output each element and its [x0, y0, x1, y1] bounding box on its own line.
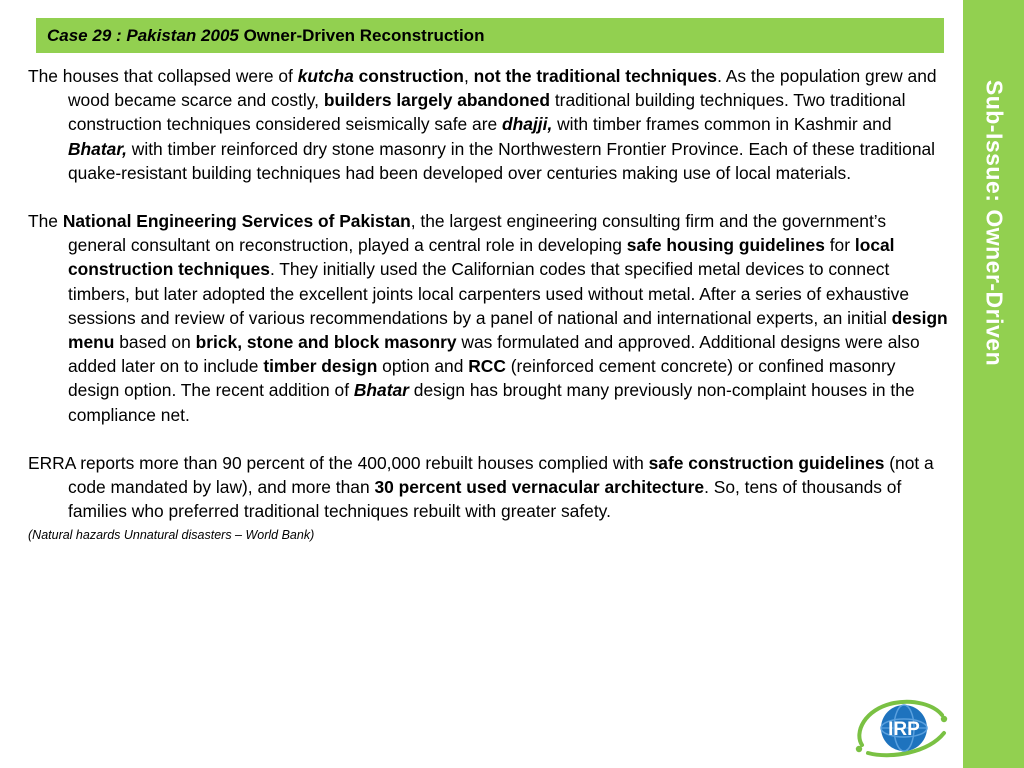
body-text: ERRA reports more than 90 percent of the 400,000 rebuilt houses complied with	[28, 452, 649, 473]
emphasis-text: local construction techniques	[68, 235, 895, 280]
body-text: was formulated and approved. Additional designs were also added later on to include	[68, 332, 920, 377]
body-text: (not a code mandated by law), and more than	[68, 452, 934, 498]
logo-text: IRP	[888, 719, 920, 740]
irp-globe-logo-icon	[850, 695, 954, 759]
emphasis-text: builders largely abandoned	[323, 90, 550, 111]
body-text: traditional building techniques. Two traditional construction techniques considered seismically safe are	[68, 90, 906, 135]
emphasis-text: brick, stone and block masonry	[195, 332, 457, 353]
body-text: . As the population grew and wood became scarce and costly,	[68, 66, 937, 111]
body-text: The	[28, 211, 63, 232]
body-text: with timber frames common in Kashmir and	[552, 114, 892, 135]
body-text: The houses that collapsed were of	[28, 66, 298, 86]
paragraph-erra-reports	[28, 451, 948, 524]
body-text: . So, tens of thousands of families who preferred traditional techniques rebuilt with greater safety.	[68, 477, 902, 522]
emphasis-text: dhajji,	[502, 114, 553, 135]
slide-title-banner	[36, 18, 944, 53]
emphasis-text: National Engineering Services of Pakistan	[62, 211, 411, 232]
body-text: with timber reinforced dry stone masonry in the Northwestern Frontier Province. Each of these traditional quake-resistant building techniques had been developed over centuries making use of local materials.	[68, 138, 936, 183]
side-bar	[963, 0, 1024, 768]
case-label: Case 29 : Pakistan 2005	[47, 26, 239, 45]
paragraph-national-engineering-services	[28, 209, 948, 427]
body-text: for	[824, 235, 855, 256]
citation: (Natural hazards Unnatural disasters – World Bank)	[28, 528, 315, 543]
body-text: option and	[377, 356, 469, 377]
body-text: ,	[463, 66, 474, 86]
body-text: (reinforced cement concrete) or confined masonry design option. The recent addition of	[68, 356, 896, 401]
body-text: based on	[114, 332, 196, 353]
emphasis-text: kutcha	[297, 66, 354, 86]
emphasis-text: Bhatar,	[68, 138, 127, 159]
emphasis-text: safe construction guidelines	[648, 452, 885, 473]
case-title: Owner-Driven Reconstruction	[238, 26, 485, 45]
emphasis-text: 30 percent used vernacular architecture	[374, 477, 705, 498]
emphasis-text: construction	[353, 66, 464, 86]
body-text: , the largest engineering consulting firm and the government’s general consultant on reconstruction, played a central role in developing	[68, 211, 887, 256]
emphasis-text: RCC	[468, 356, 506, 377]
paragraph-collapsed-houses	[28, 64, 948, 185]
body-text: . They initially used the Californian codes that specified metal devices to connect timbers, but later adopted the excellent joints local carpenters used without metal. After a series of exhaustive sessions and review of various recommendations by a panel of national and international experts, an initial	[68, 259, 909, 328]
emphasis-text: Bhatar	[353, 380, 409, 401]
emphasis-text: safe housing guidelines	[626, 235, 825, 256]
emphasis-text: design menu	[68, 307, 948, 353]
slide-body	[28, 64, 948, 543]
side-title: Sub-Issue: Owner-Driven	[981, 79, 1007, 367]
emphasis-text: not the traditional techniques	[473, 66, 718, 86]
body-text: design has brought many previously non-complaint houses in the compliance net.	[68, 380, 915, 425]
emphasis-text: timber design	[263, 356, 378, 377]
irp-logo	[850, 695, 954, 759]
